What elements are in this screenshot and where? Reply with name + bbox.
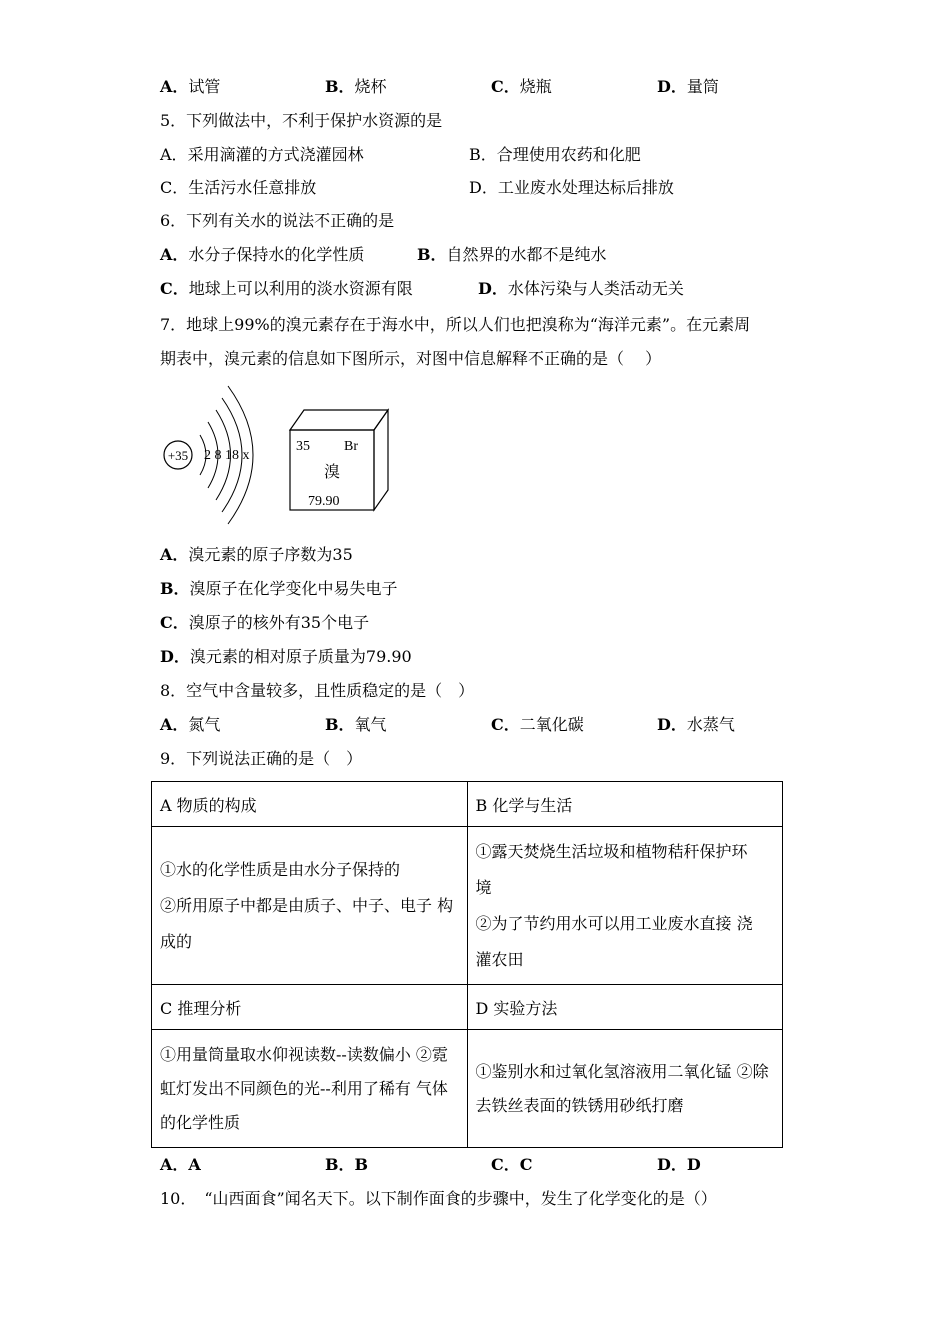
q7-option-c: C．溴原子的核外有35个电子 — [160, 613, 370, 632]
q9-b-line-4: 灌农田 — [475, 949, 524, 969]
q9-cell-c-body — [152, 1030, 468, 1148]
q8-option-c: C．二氧化碳 — [491, 715, 584, 734]
q4-option-c: C．烧瓶 — [491, 77, 552, 96]
atom-nucleus-label: +35 — [167, 448, 189, 463]
q8-stem: 8．空气中含量较多，且性质稳定的是（ ） — [160, 681, 475, 700]
q7-option-b: B．溴原子在化学变化中易失电子 — [160, 579, 398, 598]
q9-c-line-3: 气体的化学性质 — [160, 1078, 448, 1132]
q9-c-line-1: ①用量筒量取水仰视读数--读数偏小 — [160, 1044, 411, 1064]
element-atomic-number: 35 — [296, 439, 310, 454]
q6-option-b: B．自然界的水都不是纯水 — [417, 245, 607, 264]
element-atomic-mass: 79.90 — [308, 494, 340, 509]
bromine-diagram-svg — [150, 380, 410, 530]
q9-a-line-2: ②所用原子中都是由质子、中子、电子 构 — [160, 895, 454, 915]
q9-option-b: B．B — [325, 1155, 369, 1174]
element-symbol: Br — [344, 439, 358, 454]
q4-option-a: A．试管 — [160, 77, 221, 96]
q9-cell-a-head: A 物质的构成 — [152, 782, 468, 827]
q9-table — [151, 781, 783, 1148]
q9-c-line-2: ②霓虹灯发出不同颜色的光--利用了稀有 — [160, 1044, 448, 1098]
q9-b-line-1: ①露天焚烧生活垃圾和植物秸秆保护环 — [475, 841, 748, 861]
q7-option-a: A．溴元素的原子序数为35 — [160, 545, 353, 564]
q5-option-d: D．工业废水处理达标后排放 — [469, 178, 674, 197]
q9-option-d: D．D — [657, 1155, 701, 1174]
q9-d-line-2: ②除去铁丝表面的铁锈用砂纸打磨 — [475, 1061, 769, 1115]
element-name: 溴 — [323, 462, 341, 481]
q5-option-a: A．采用滴灌的方式浇灌园林 — [160, 145, 364, 164]
element-box-top — [290, 410, 388, 430]
q8-option-d: D．水蒸气 — [657, 715, 735, 734]
q9-cell-a-body — [152, 827, 468, 985]
bromine-diagram — [150, 380, 410, 530]
q9-cell-c-head: C 推理分析 — [152, 985, 468, 1030]
q7-stem-line2: 期表中，溴元素的信息如下图所示，对图中信息解释不正确的是（ ） — [160, 349, 662, 368]
q9-cell-d-head: D 实验方法 — [467, 985, 783, 1030]
q9-option-c: C．C — [491, 1155, 533, 1174]
q9-option-a: A．A — [160, 1155, 201, 1174]
q5-stem: 5．下列做法中，不利于保护水资源的是 — [160, 111, 443, 130]
q9-b-line-3: ②为了节约用水可以用工业废水直接 浇 — [475, 913, 753, 933]
q5-option-b: B．合理使用农药和化肥 — [469, 145, 641, 164]
q5-option-c: C．生活污水任意排放 — [160, 178, 317, 197]
q9-b-line-2: 境 — [475, 877, 492, 897]
q8-option-b: B．氧气 — [325, 715, 387, 734]
q6-option-d: D．水体污染与人类活动无关 — [478, 279, 684, 298]
element-box-side — [374, 410, 388, 510]
q9-cell-b-body — [467, 827, 783, 985]
q4-option-d: D．量筒 — [657, 77, 719, 96]
q9-d-line-1: ①鉴别水和过氧化氢溶液用二氧化锰 — [475, 1061, 732, 1081]
q9-a-line-3: 成的 — [160, 931, 193, 951]
q9-stem: 9．下列说法正确的是（ ） — [160, 749, 363, 768]
q7-option-d: D．溴元素的相对原子质量为79.90 — [160, 647, 412, 666]
atom-shell-numbers: 2 8 18 x — [204, 448, 250, 463]
q6-option-c: C．地球上可以利用的淡水资源有限 — [160, 279, 413, 298]
q9-cell-b-head: B 化学与生活 — [467, 782, 783, 827]
q9-cell-d-body — [467, 1030, 783, 1148]
q10-stem: 10． “山西面食”闻名天下。以下制作面食的步骤中，发生了化学变化的是（） — [160, 1189, 717, 1208]
q8-option-a: A．氮气 — [160, 715, 221, 734]
q6-stem: 6．下列有关水的说法不正确的是 — [160, 211, 395, 230]
q6-option-a: A．水分子保持水的化学性质 — [160, 245, 365, 264]
q9-a-line-1: ①水的化学性质是由水分子保持的 — [160, 859, 401, 879]
q4-option-b: B．烧杯 — [325, 77, 387, 96]
q7-stem-line1: 7．地球上99%的溴元素存在于海水中，所以人们也把溴称为“海洋元素”。在元素周 — [160, 315, 751, 334]
